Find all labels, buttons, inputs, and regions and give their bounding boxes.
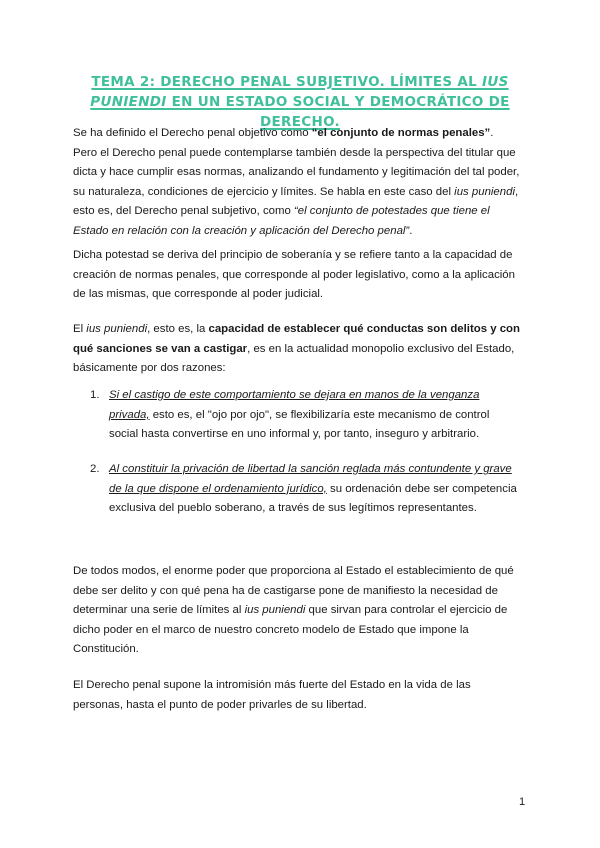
paragraph-potestad: Dicha potestad se deriva del principio de soberanía y se refiere tanto a la capacidad de creación de normas penales, que corresponde al poder legislativo, como a la aplicación de las mismas, que corresponde al poder judicial. [73,249,515,301]
bold-text: “el conjunto de normas penales” [311,127,491,139]
paragraph-definition [73,124,520,242]
title-italic: IUS PUNIENDI [90,74,509,110]
italic-text: ius puniendi [86,323,148,335]
title-text-end: EN UN ESTADO SOCIAL Y DEMOCRÁTICO DE DERECHO. [166,94,510,130]
text: su ordenación debe ser competencia exclusiva del pueblo soberano, a través de sus legítimos representantes. [109,482,517,515]
paragraph-limites [73,562,520,660]
page-title [60,72,540,132]
title-text: TEMA 2: DERECHO PENAL SUBJETIVO. LÍMITES AL [91,74,483,90]
text: El [73,323,87,335]
underlined-text: Si el castigo de este comportamiento se dejara en manos de la venganza privada, [109,389,480,421]
list-number: 2. [90,463,100,475]
text: . [409,224,413,237]
page-number: 1 [519,796,526,808]
text: Se ha definido el Derecho penal objetivo como [73,127,312,139]
text: , es en la actualidad monopolio exclusivo del Estado, básicamente por dos razones: [73,342,515,375]
paragraph-intromision: El Derecho penal supone la intromisión más fuerte del Estado en la vida de las personas, hasta el punto de poder privarles de su libertad. [73,679,471,711]
list-item [90,460,520,519]
italic-text: ius puniendi [244,604,306,617]
text: que sirvan para controlar el ejercicio de dicho poder en el marco de nuestro concreto modelo de Estado que impone la Constitución. [73,604,508,656]
paragraph-ius-puniendi [73,320,520,379]
text: esto es, el "ojo por ojo", se flexibilizaría este mecanismo de control social hasta convertirse en uno informal y, por tanto, inseguro y arbitrario. [109,408,490,441]
bold-text: capacidad de establecer qué conductas son delitos y con qué sanciones se van a castigar [73,323,520,355]
text: , esto es, la [147,323,209,335]
underlined-text: Al constituir la privación de libertad la sanción reglada más contundente y grave de la que dispone el ordenamiento jurídico, [109,463,512,495]
list-item [90,386,520,445]
italic-text: ius puniendi [454,185,515,198]
list-number: 1. [90,389,100,401]
text: , esto es, del Derecho penal subjetivo, como [73,185,519,218]
text: De todos modos, el enorme poder que proporciona al Estado el establecimiento de qué debe ser delito y con qué pena ha de castigarse pone de manifiesto la necesidad de determinar una serie de límites al [73,565,514,617]
text: . Pero el Derecho penal puede contemplarse también desde la perspectiva del titular que dicta y hace cumplir esas normas, analizando el fundamento y legitimación del tal poder, su naturaleza, condiciones de ejercicio y límites. Se habla en este caso del [73,127,520,198]
italic-quote: “el conjunto de potestades que tiene el Estado en relación con la creación y aplicación del Derecho penal” [73,205,490,237]
